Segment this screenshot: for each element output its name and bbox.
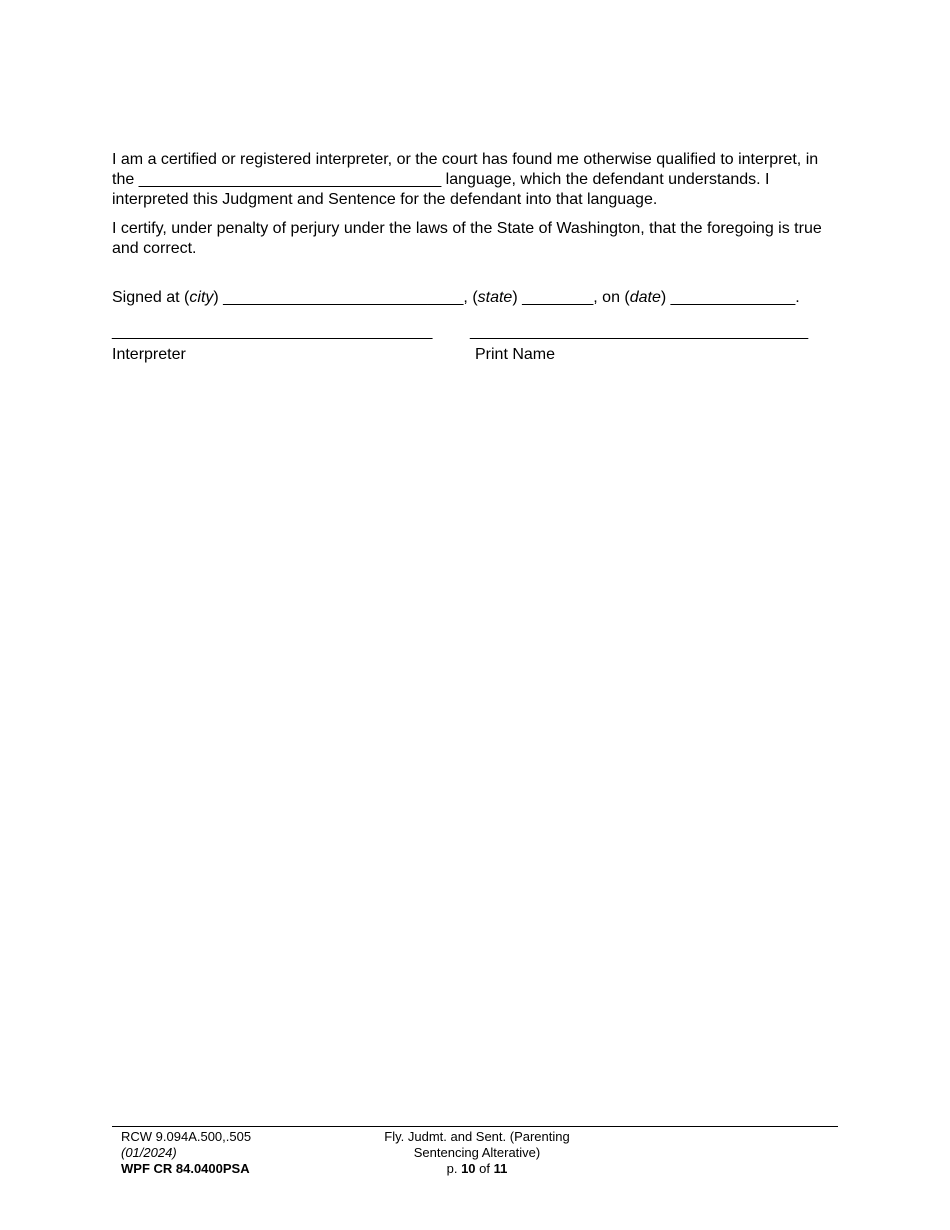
interpreter-signature-line: ____________________________________ [112, 323, 433, 340]
date-blank: ) ______________. [660, 289, 800, 306]
interpreter-statement-part1: I am a certified or registered interpreter, or the court has found me otherwise qualified to interpret, in the [112, 151, 819, 188]
print-name-label: Print Name [475, 346, 556, 363]
footer-page-number [362, 1161, 592, 1177]
footer-form-number: WPF CR 84.0400PSA [121, 1161, 250, 1176]
interpreter-statement [112, 150, 842, 210]
footer-title-line2: Sentencing Alterative) [413, 1145, 541, 1160]
interpreter-label: Interpreter [112, 346, 186, 363]
state-label: state [477, 289, 513, 306]
date-label: date [629, 289, 661, 306]
interpreter-statement-part2: language, which the defendant understands. I interpreted this Judgment and Sentence for the defendant into that language. [112, 171, 770, 208]
state-blank: ) ________, on ( [512, 289, 630, 306]
page-of: of [475, 1161, 494, 1176]
footer-rcw: RCW 9.094A.500,.505 [121, 1129, 252, 1144]
signed-at-prefix: Signed at ( [112, 289, 190, 306]
certification-statement: I certify, under penalty of perjury under the laws of the State of Washington, that the foregoing is true and correct. [112, 220, 822, 257]
signed-at-line [112, 288, 800, 308]
city-label: city [189, 289, 214, 306]
page-current: 10 [461, 1161, 476, 1176]
page-total: 11 [493, 1161, 508, 1176]
page-prefix: p. [446, 1161, 462, 1176]
city-blank: ) ___________________________, ( [213, 289, 478, 306]
print-name-line: ______________________________________ [470, 323, 809, 340]
footer-title-line1: Fly. Judmt. and Sent. (Parenting [384, 1129, 570, 1144]
footer-revision: (01/2024) [121, 1145, 177, 1160]
language-blank: __________________________________ [138, 171, 442, 188]
footer-left-block [121, 1129, 251, 1177]
footer-center-block [362, 1129, 592, 1177]
footer-divider [112, 1126, 838, 1127]
